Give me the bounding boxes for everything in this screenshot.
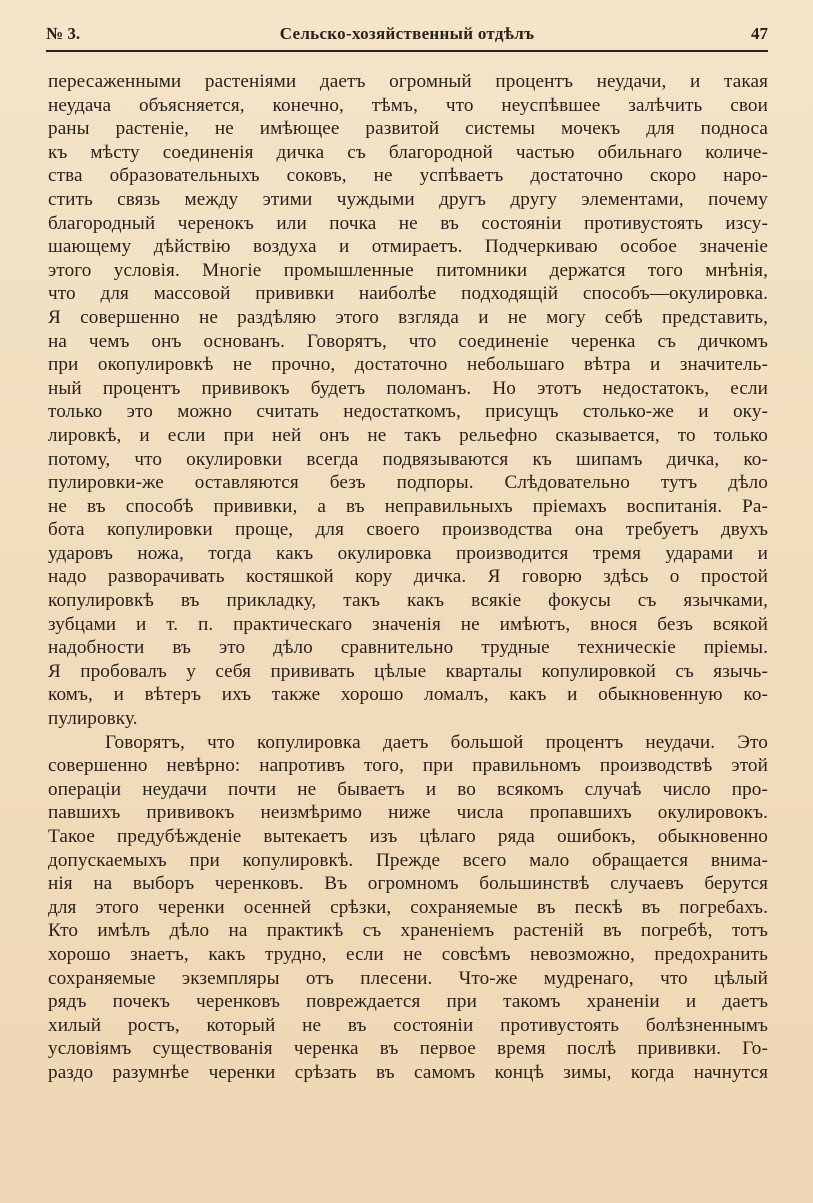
text-line: условіямъ существованія черенка въ первое время послѣ прививки. Го- bbox=[48, 1038, 768, 1060]
text-line: что для массовой прививки наиболѣе подходящій способъ—окулировка. bbox=[48, 283, 768, 305]
text-line: раны растеніе, не имѣющее развитой системы мочекъ для подноса bbox=[48, 118, 768, 140]
page-number: 47 bbox=[751, 24, 768, 43]
text-line: Кто имѣлъ дѣло на практикѣ съ храненіемъ растеній въ погребѣ, тотъ bbox=[48, 920, 768, 942]
text-line: шающему дѣйствію воздуха и отмираетъ. Подчеркиваю особое значеніе bbox=[48, 236, 768, 258]
text-line: ства образовательныхъ соковъ, не успѣваетъ достаточно скоро наро- bbox=[48, 165, 768, 187]
text-line: допускаемыхъ при копулировкѣ. Прежде всего мало обращается внима- bbox=[48, 849, 768, 871]
text-line: лировкѣ, и если при ней онъ не такъ рельефно сказывается, то только bbox=[48, 424, 768, 446]
text-line: совершенно невѣрно: напротивъ того, при правильномъ производствѣ этой bbox=[48, 755, 768, 777]
text-line: для этого черенки осенней срѣзки, сохраняемые въ пескѣ въ погребахъ. bbox=[48, 896, 768, 918]
text-line: Такое предубѣжденіе вытекаетъ изъ цѣлаго ряда ошибокъ, обыкновенно bbox=[48, 826, 768, 847]
text-line: бота копулировки проще, для своего производства она требуетъ двухъ bbox=[48, 519, 768, 541]
text-line: только это можно считать недостаткомъ, присущъ столько-же и оку- bbox=[48, 401, 768, 423]
text-line: хилый ростъ, который не въ состояніи противустоять болѣзненнымъ bbox=[48, 1014, 768, 1036]
text-line: зубцами и т. п. практическаго значенія не имѣютъ, внося безъ всякой bbox=[48, 613, 768, 635]
text-line: ударовъ ножа, тогда какъ окулировка производится тремя ударами и bbox=[48, 542, 768, 564]
text-line: ный процентъ прививокъ будетъ поломанъ. Но этотъ недостатокъ, если bbox=[48, 377, 768, 399]
text-line: нія на выборъ черенковъ. Въ огромномъ большинствѣ случаевъ берутся bbox=[48, 873, 768, 895]
text-line: при окопулировкѣ не прочно, достаточно небольшаго вѣтра и значитель- bbox=[48, 354, 768, 376]
text-line: хорошо знаетъ, какъ трудно, если не совсѣмъ невозможно, предохранить bbox=[48, 943, 768, 965]
issue-number: № 3. bbox=[46, 24, 81, 43]
text-line: благородный черенокъ или почка не въ состояніи противустоять изсу- bbox=[48, 212, 768, 234]
paragraph bbox=[48, 70, 768, 731]
text-line: неудача объясняется, конечно, тѣмъ, что неуспѣвшее залѣчить свои bbox=[48, 94, 768, 116]
text-line: комъ, и вѣтеръ ихъ также хорошо ломалъ, какъ и обыкновенную ко- bbox=[48, 684, 768, 706]
text-line: Я пробовалъ у себя прививать цѣлые кварталы копулировкой съ язычь- bbox=[48, 660, 768, 682]
text-line: Говорятъ, что копулировка даетъ большой процентъ неудачи. Это bbox=[105, 731, 768, 753]
text-line: на чемъ онъ основанъ. Говорятъ, что соединеніе черенка съ дичкомъ bbox=[48, 330, 768, 352]
text-line: копулировкѣ въ прикладку, такъ какъ всякіе фокусы съ язычками, bbox=[48, 590, 768, 612]
text-line: надо разворачивать костяшкой кору дичка. Я говорю здѣсь о простой bbox=[48, 566, 768, 588]
text-line: пулировки-же оставляются безъ подпоры. Слѣдовательно тутъ дѣло bbox=[48, 472, 768, 494]
text-line: операціи неудачи почти не бываетъ и во всякомъ случаѣ число про- bbox=[48, 778, 768, 800]
text-line: къ мѣсту соединенія дичка съ благородной частью обильнаго количе- bbox=[48, 141, 768, 163]
text-line: надобности въ это дѣло сравнительно трудные техническіе пріемы. bbox=[48, 637, 768, 659]
text-line: этого условія. Многіе промышленные питомники держатся того мнѣнія, bbox=[48, 259, 768, 281]
text-line: павшихъ прививокъ неизмѣримо ниже числа пропавшихъ окулировокъ. bbox=[48, 802, 768, 824]
text-line: не въ способѣ прививки, а въ неправильныхъ пріемахъ воспитанія. Ра- bbox=[48, 495, 768, 517]
body-text bbox=[48, 70, 768, 1085]
text-line: сохраняемые экземпляры отъ плесени. Что-же мудренаго, что цѣлый bbox=[48, 967, 768, 989]
running-header bbox=[46, 22, 768, 48]
header-rule bbox=[46, 50, 768, 52]
text-line: Я совершенно не раздѣляю этого взгляда и не могу себѣ представить, bbox=[48, 306, 768, 328]
text-line: потому, что окулировки всегда подвязываются къ шипамъ дичка, ко- bbox=[48, 448, 768, 470]
text-line: пересаженными растеніями даетъ огромный процентъ неудачи, и такая bbox=[48, 71, 768, 92]
text-line: рядъ почекъ черенковъ повреждается при такомъ храненіи и даетъ bbox=[48, 991, 768, 1013]
text-line: стить связь между этими чуждыми другъ другу элементами, почему bbox=[48, 188, 768, 210]
text-line: пулировку. bbox=[48, 708, 138, 730]
text-line: раздо разумнѣе черенки срѣзать въ самомъ концѣ зимы, когда начнутся bbox=[48, 1061, 768, 1083]
section-title: Сельско-хозяйственный отдѣлъ bbox=[279, 24, 535, 43]
paragraph bbox=[48, 731, 768, 1085]
